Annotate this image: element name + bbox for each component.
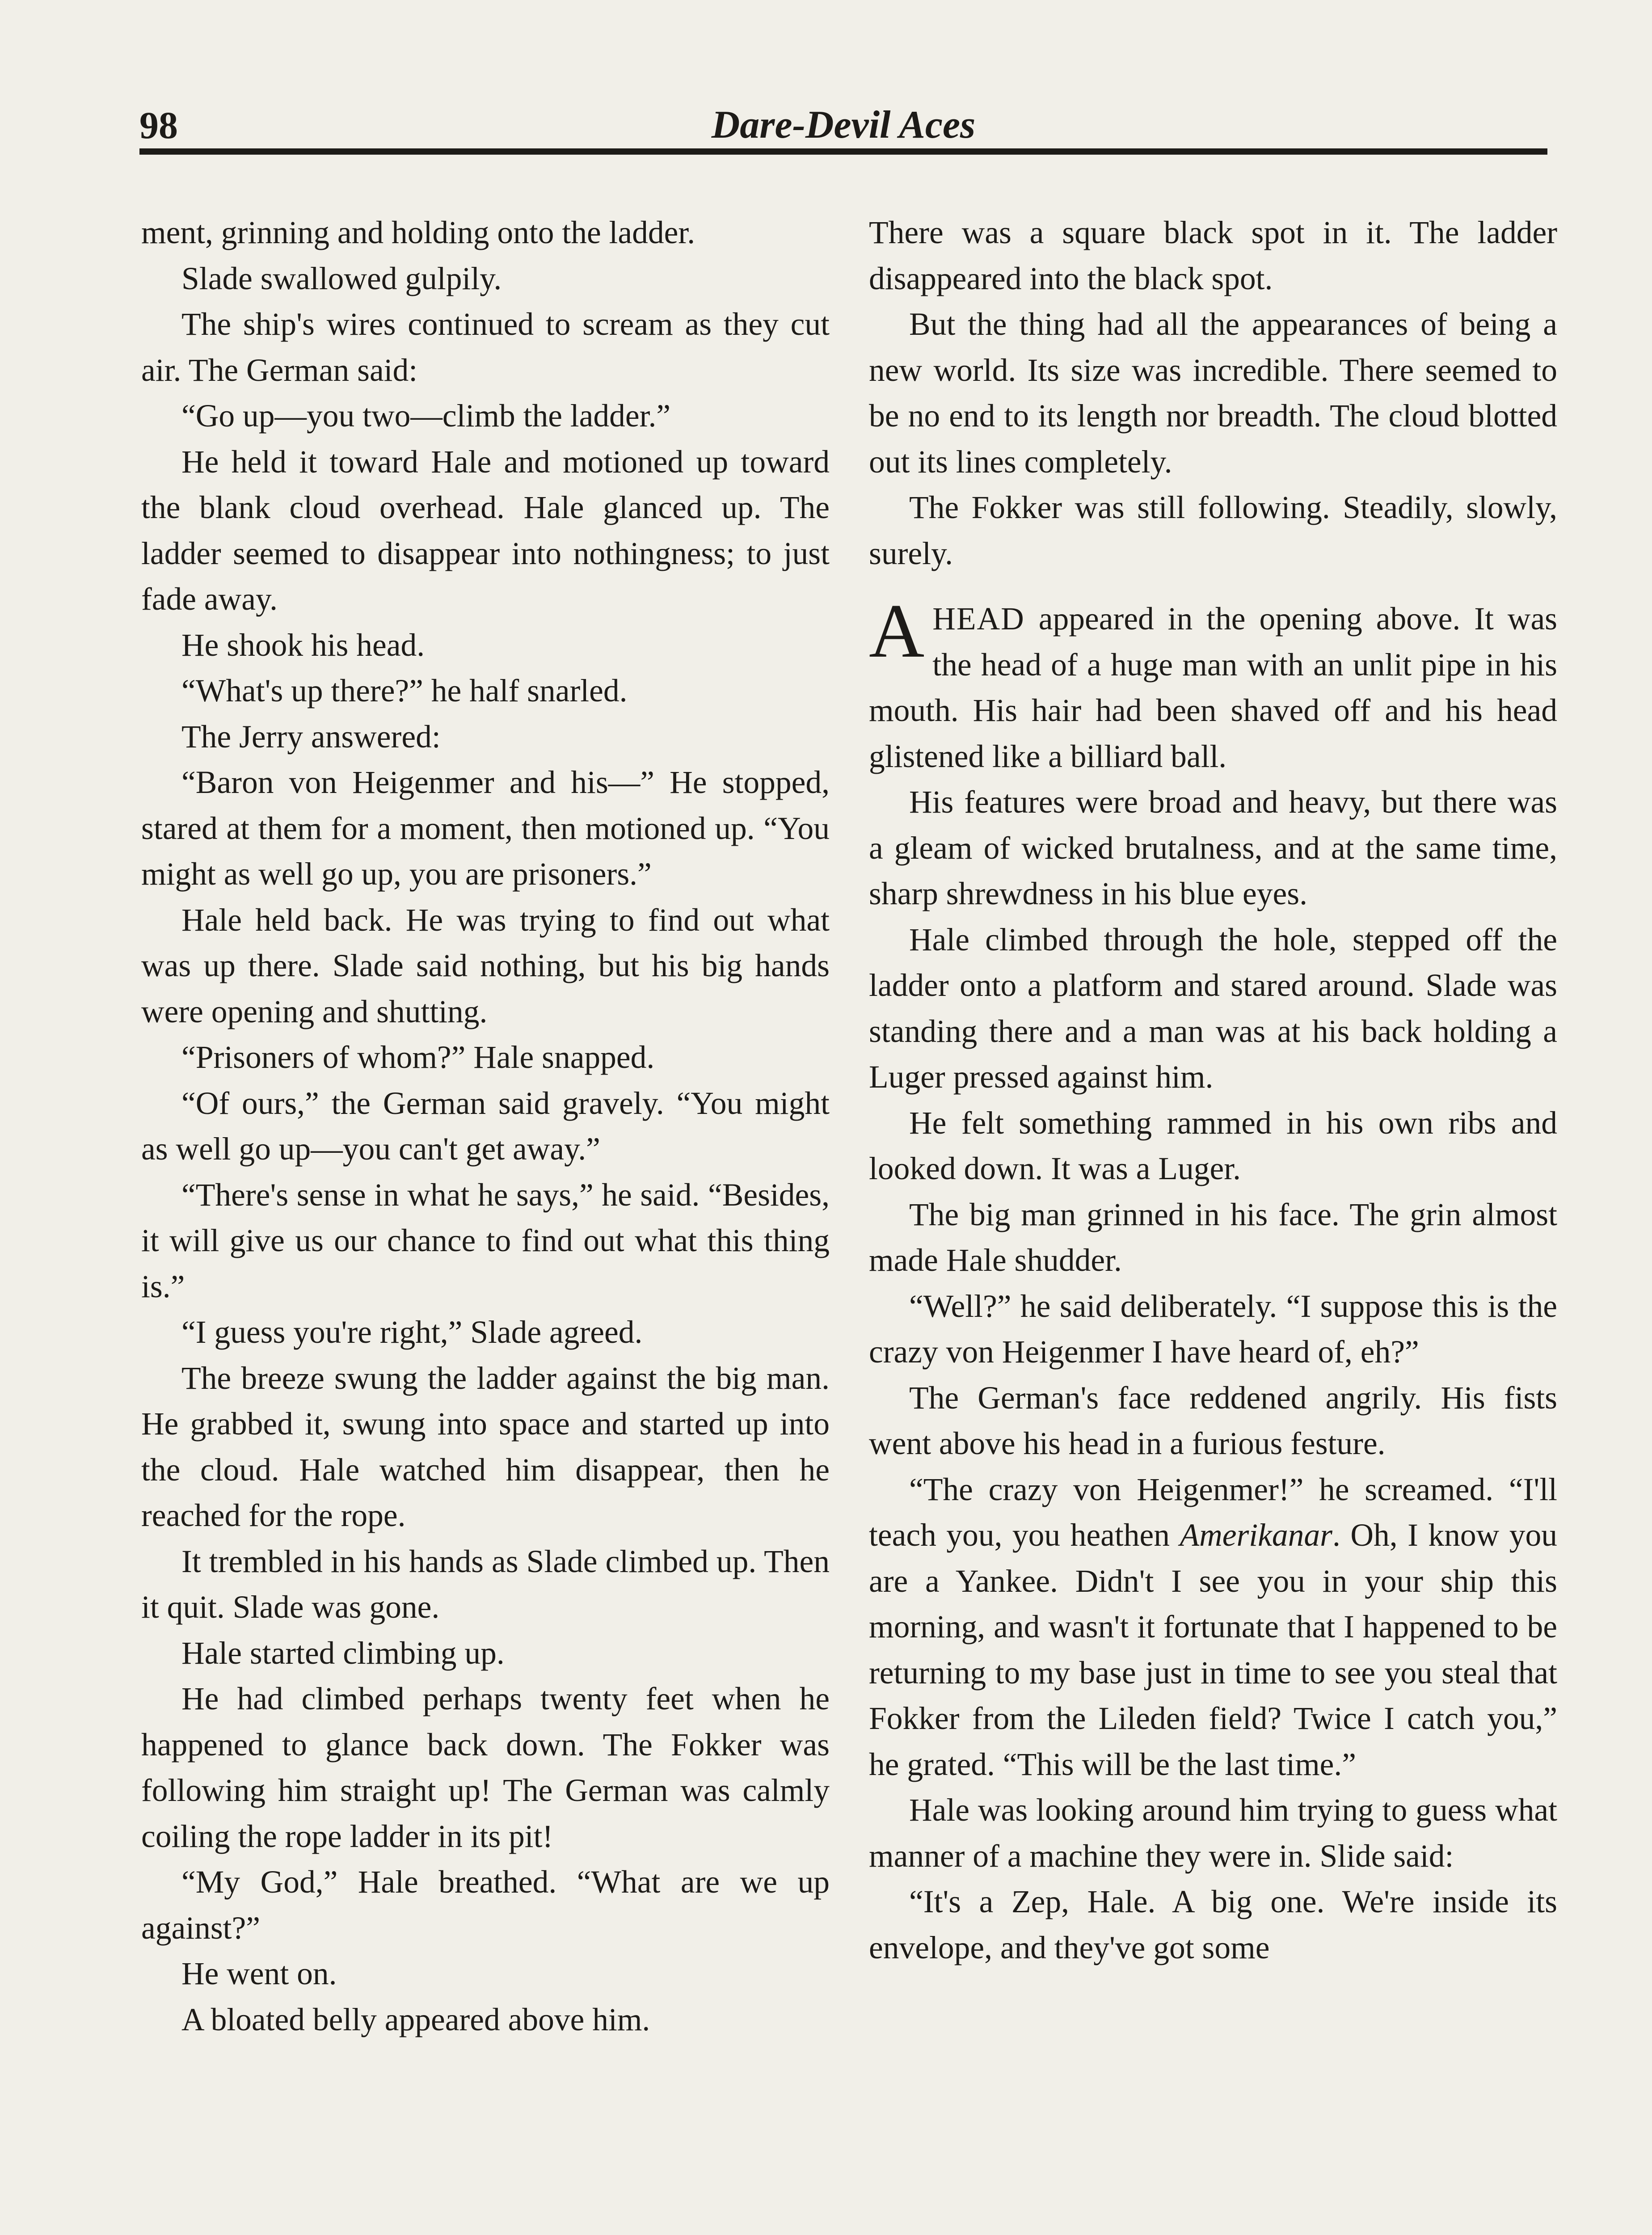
- paragraph: “Prisoners of whom?” Hale snapped.: [181, 1040, 655, 1075]
- paragraph: Hale climbed through the hole, stepped off the ladder onto a platform and stared around. Slade was standing there and a man was at his back holding a Luger pressed against him.: [869, 922, 1557, 1095]
- running-title: Dare-Devil Aces: [711, 103, 976, 147]
- paragraph: The breeze swung the ladder against the big man. He grabbed it, swung into space and started up into the cloud. Hale watched him disappear, then he reached for the rope.: [141, 1360, 830, 1533]
- paragraph: “I guess you're right,” Slade agreed.: [181, 1315, 643, 1350]
- paragraph-text: . Oh, I know you are a Yankee. Didn't I see you in your ship this morning, and wasn't it fortunate that I happened to be returning to my base just in time to see you steal that Fokker from the Lileden field? Twice I catch you,” he grated. “This will be the last time.”: [869, 1518, 1557, 1782]
- paragraph: He went on.: [181, 1956, 337, 1991]
- paragraph: He had climbed perhaps twenty feet when he happened to glance back down. The Fokker was following him straight up! The German was calmly coiling the rope ladder in its pit!: [141, 1681, 830, 1854]
- drop-cap-letter: A: [869, 589, 925, 674]
- left-column: [141, 210, 830, 2043]
- italic-word: Amerikanar: [1180, 1518, 1332, 1553]
- paragraph: A bloated belly appeared above him.: [181, 2002, 650, 2037]
- paragraph: “My God,” Hale breathed. “What are we up against?”: [141, 1864, 830, 1946]
- paragraph: His features were broad and heavy, but there was a gleam of wicked brutalness, and at the same time, sharp shrewdness in his blue eyes.: [869, 784, 1557, 911]
- paragraph: “Baron von Heigenmer and his—” He stopped, stared at them for a moment, then motioned up. “You might as well go up, you are prisoners.”: [141, 765, 830, 892]
- paragraph: “There's sense in what he says,” he said. “Besides, it will give us our chance to find out what this thing is.”: [141, 1177, 830, 1304]
- paragraph: The Jerry answered:: [181, 719, 441, 755]
- page-number: 98: [139, 104, 178, 147]
- drop-cap-paragraph-text: appeared in the opening above. It was the head of a huge man with an unlit pipe in his mouth. His hair had been shaved off and his head glistened like a billiard ball.: [869, 601, 1557, 774]
- paragraph: Hale held back. He was trying to find out what was up there. Slade said nothing, but his big hands were opening and shutting.: [141, 902, 830, 1029]
- paragraph: “Well?” he said deliberately. “I suppose this is the crazy von Heigenmer I have heard of, eh?”: [869, 1288, 1557, 1370]
- paragraph: [869, 1467, 1557, 1788]
- paragraph: The big man grinned in his face. The grin almost made Hale shudder.: [869, 1197, 1557, 1278]
- paragraph: Slade swallowed gulpily.: [181, 261, 502, 296]
- paragraph: ment, grinning and holding onto the ladder.: [141, 215, 695, 250]
- paragraph: The German's face reddened angrily. His fists went above his head in a furious festure.: [869, 1380, 1557, 1461]
- paragraph-text: “The crazy von Heigenmer!” he screamed. “I'll teach you, you heathen: [869, 1472, 1557, 1553]
- header-rule: [139, 148, 1547, 155]
- paragraph: It trembled in his hands as Slade climbed up. Then it quit. Slade was gone.: [141, 1543, 830, 1625]
- drop-cap-word: HEAD: [932, 601, 1025, 637]
- paragraph: “Go up—you two—climb the ladder.”: [181, 398, 671, 434]
- paragraph: He shook his head.: [181, 627, 425, 663]
- paragraph: “Of ours,” the German said gravely. “You might as well go up—you can't get away.”: [141, 1085, 830, 1167]
- section-opening-paragraph: [869, 589, 1557, 780]
- paragraph: Hale started climbing up.: [181, 1635, 505, 1671]
- paragraph: The ship's wires continued to scream as they cut air. The German said:: [141, 307, 830, 388]
- paragraph: He felt something rammed in his own ribs and looked down. It was a Luger.: [869, 1105, 1557, 1186]
- paragraph: “What's up there?” he half snarled.: [181, 673, 628, 708]
- paragraph: He held it toward Hale and motioned up toward the blank cloud overhead. Hale glanced up. The ladder seemed to disappear into nothingness; to just fade away.: [141, 444, 830, 617]
- paragraph: There was a square black spot in it. The ladder disappeared into the black spot.: [869, 215, 1557, 296]
- page-header: [139, 98, 1547, 156]
- right-column: [869, 210, 1557, 1971]
- paragraph: “It's a Zep, Hale. A big one. We're inside its envelope, and they've got some: [869, 1884, 1557, 1965]
- paragraph: Hale was looking around him trying to guess what manner of a machine they were in. Slide said:: [869, 1792, 1557, 1874]
- paragraph: But the thing had all the appearances of being a new world. Its size was incredible. There seemed to be no end to its length nor breadth. The cloud blotted out its lines completely.: [869, 307, 1557, 480]
- paragraph: The Fokker was still following. Steadily, slowly, surely.: [869, 490, 1557, 571]
